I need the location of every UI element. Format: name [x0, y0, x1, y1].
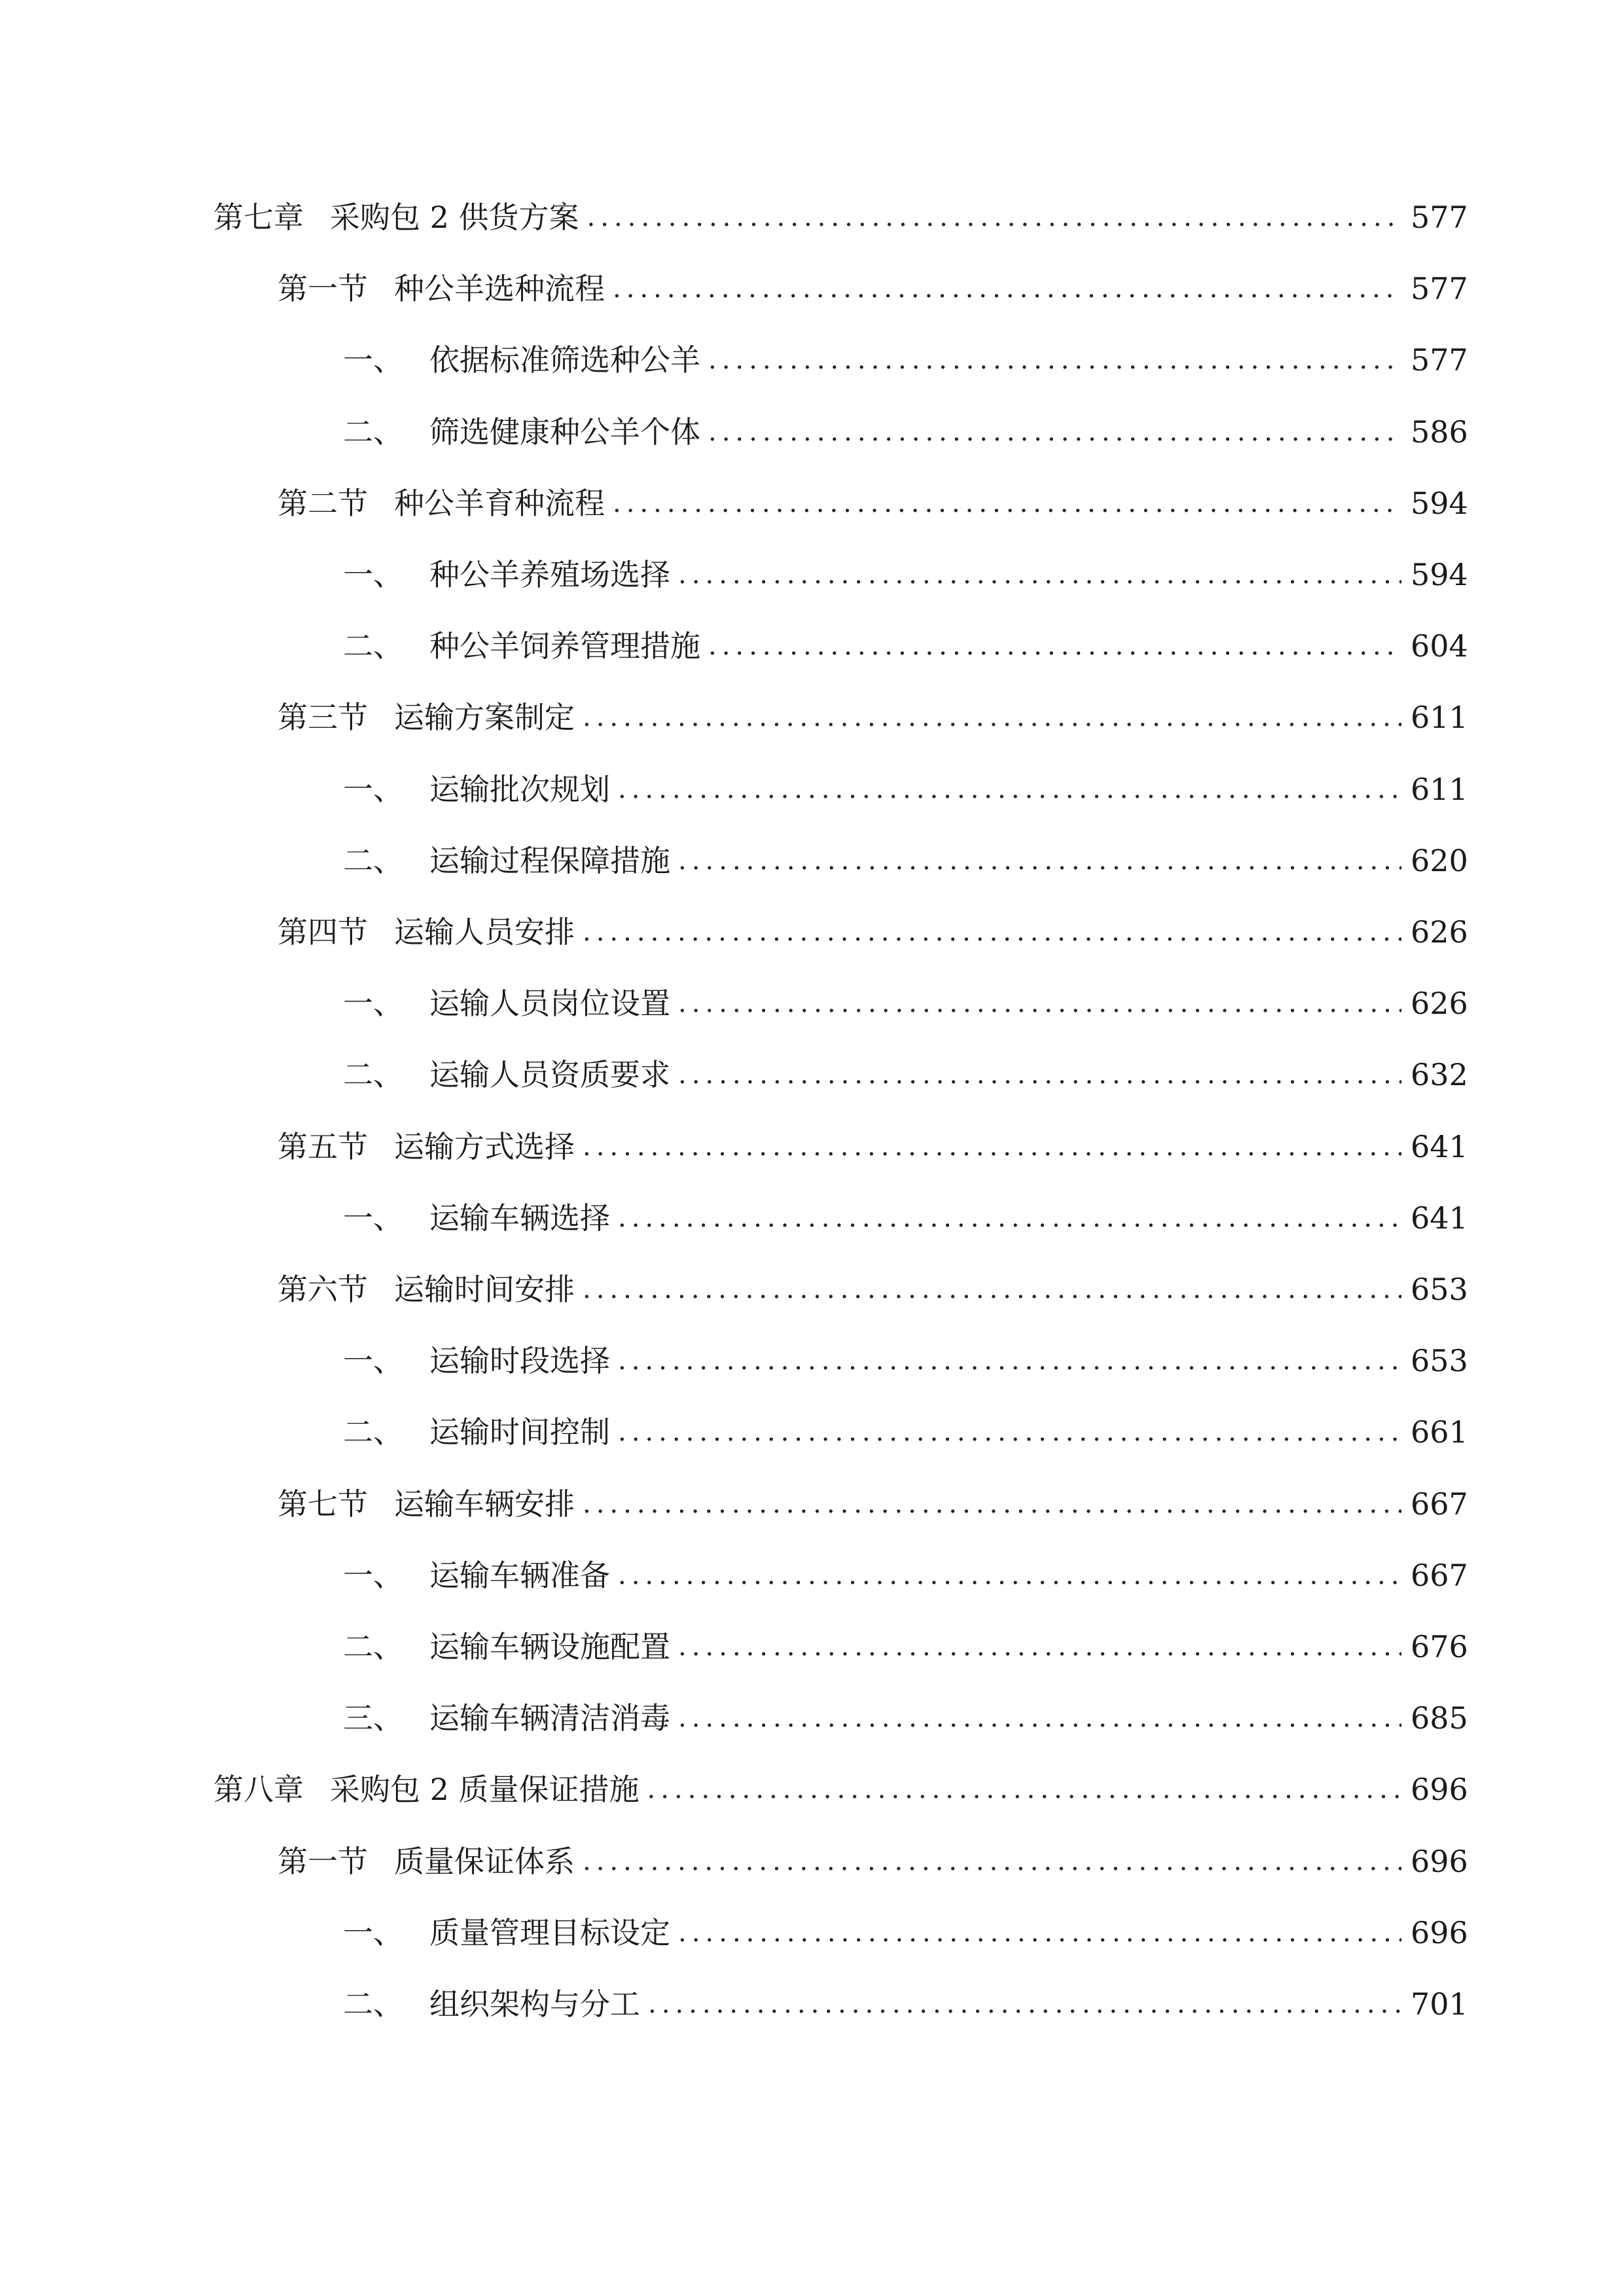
toc-entry-page-number: 653 [1411, 1343, 1468, 1378]
toc-entry-number: 三、 [343, 1700, 403, 1736]
toc-entry[interactable] [343, 1192, 1468, 1244]
dot-leader [647, 1763, 1401, 1816]
dot-leader [583, 906, 1401, 958]
toc-entry-page-number: 577 [1411, 271, 1468, 306]
toc-entry-title: 运输车辆选择 [429, 1200, 610, 1236]
dot-leader [583, 1121, 1401, 1173]
toc-entry-title: 运输方式选择 [394, 1129, 575, 1164]
toc-entry[interactable] [343, 406, 1468, 458]
dot-leader [613, 262, 1401, 315]
dot-leader [648, 1978, 1401, 2030]
dot-leader [678, 977, 1401, 1030]
dot-leader [618, 1549, 1401, 1602]
dot-leader [678, 1049, 1401, 1101]
toc-entry-number: 第八章 [213, 1772, 304, 1807]
toc-entry-page-number: 594 [1411, 557, 1468, 592]
dot-leader [708, 620, 1401, 672]
toc-entry[interactable] [343, 1335, 1468, 1387]
toc-entry[interactable] [343, 834, 1468, 887]
toc-entry-number: 二、 [343, 414, 403, 450]
toc-entry[interactable] [343, 977, 1468, 1030]
dot-leader [618, 1192, 1401, 1244]
toc-entry[interactable] [343, 620, 1468, 672]
toc-entry-number: 第七节 [278, 1486, 368, 1522]
dot-leader [678, 1907, 1401, 1959]
toc-entry-page-number: 701 [1411, 1986, 1468, 2022]
toc-entry[interactable] [343, 548, 1468, 601]
dot-leader [678, 548, 1401, 601]
toc-entry-number: 一、 [343, 1915, 403, 1950]
toc-entry-page-number: 676 [1411, 1629, 1468, 1664]
toc-entry-page-number: 611 [1411, 772, 1468, 807]
toc-entry-title: 运输车辆设施配置 [429, 1629, 670, 1664]
toc-entry-number: 第七章 [213, 200, 304, 235]
toc-entry-page-number: 696 [1411, 1844, 1468, 1879]
toc-entry-number: 一、 [343, 557, 403, 592]
toc-entry-page-number: 620 [1411, 843, 1468, 878]
toc-entry[interactable] [278, 1478, 1468, 1530]
dot-leader [618, 763, 1401, 816]
toc-entry[interactable] [278, 262, 1468, 315]
toc-entry[interactable] [278, 1121, 1468, 1173]
toc-entry[interactable] [343, 763, 1468, 816]
toc-entry-title: 运输人员安排 [394, 914, 575, 950]
toc-entry-page-number: 626 [1411, 986, 1468, 1021]
toc-entry-page-number: 641 [1411, 1129, 1468, 1164]
toc-entry-number: 一、 [343, 772, 403, 807]
toc-entry[interactable] [278, 906, 1468, 958]
dot-leader [583, 691, 1401, 744]
toc-entry-title: 运输人员资质要求 [429, 1057, 670, 1092]
toc-entry-title: 运输车辆安排 [394, 1486, 575, 1522]
toc-entry-page-number: 632 [1411, 1057, 1468, 1092]
toc-entry-number: 一、 [343, 986, 403, 1021]
toc-entry-page-number: 604 [1411, 628, 1468, 664]
toc-entry-title: 种公羊养殖场选择 [429, 557, 670, 592]
toc-entry-title: 运输时段选择 [429, 1343, 610, 1378]
dot-leader [583, 1478, 1401, 1530]
toc-entry-title: 质量管理目标设定 [429, 1915, 670, 1950]
toc-entry[interactable] [343, 1978, 1468, 2030]
toc-entry-number: 一、 [343, 1200, 403, 1236]
toc-entry-page-number: 667 [1411, 1486, 1468, 1522]
toc-entry-page-number: 685 [1411, 1700, 1468, 1736]
toc-entry-number: 第五节 [278, 1129, 368, 1164]
toc-entry-number: 一、 [343, 1558, 403, 1593]
toc-entry-title: 运输车辆清洁消毒 [429, 1700, 670, 1736]
dot-leader [708, 334, 1401, 386]
toc-entry[interactable] [343, 1692, 1468, 1744]
toc-entry-number: 第三节 [278, 700, 368, 735]
toc-entry-title: 运输时间控制 [429, 1414, 610, 1450]
toc-entry[interactable] [213, 1763, 1468, 1816]
dot-leader [613, 477, 1401, 529]
toc-entry-page-number: 611 [1411, 700, 1468, 735]
toc-entry-title: 种公羊育种流程 [394, 486, 605, 521]
toc-entry[interactable] [278, 477, 1468, 529]
toc-entry-page-number: 577 [1411, 200, 1468, 235]
toc-entry-page-number: 661 [1411, 1414, 1468, 1450]
toc-entry[interactable] [343, 1049, 1468, 1101]
toc-entry-page-number: 577 [1411, 342, 1468, 378]
toc-entry-number: 二、 [343, 1986, 403, 2022]
toc-entry-title: 筛选健康种公羊个体 [429, 414, 700, 450]
toc-entry-page-number: 696 [1411, 1772, 1468, 1807]
toc-entry-page-number: 641 [1411, 1200, 1468, 1236]
dot-leader [678, 1692, 1401, 1744]
toc-entry[interactable] [343, 1907, 1468, 1959]
toc-entry-number: 二、 [343, 1414, 403, 1450]
toc-entry-title: 运输车辆准备 [429, 1558, 610, 1593]
toc-entry-page-number: 626 [1411, 914, 1468, 950]
toc-entry-number: 一、 [343, 342, 403, 378]
toc-entry-number: 一、 [343, 1343, 403, 1378]
toc-entry-page-number: 594 [1411, 486, 1468, 521]
toc-entry-title: 运输人员岗位设置 [429, 986, 670, 1021]
toc-entry-number: 二、 [343, 843, 403, 878]
toc-entry-page-number: 653 [1411, 1272, 1468, 1307]
toc-entry-title: 运输批次规划 [429, 772, 610, 807]
toc-entry-page-number: 667 [1411, 1558, 1468, 1593]
toc-entry[interactable] [343, 1406, 1468, 1458]
toc-entry-title: 采购包 2 质量保证措施 [330, 1772, 640, 1807]
toc-entry-title: 运输时间安排 [394, 1272, 575, 1307]
toc-entry[interactable] [278, 691, 1468, 744]
toc-entry-page-number: 586 [1411, 414, 1468, 450]
toc-entry-title: 种公羊选种流程 [394, 271, 605, 306]
dot-leader [583, 1835, 1401, 1888]
toc-entry[interactable] [343, 334, 1468, 386]
dot-leader [618, 1406, 1401, 1458]
toc-entry-title: 采购包 2 供货方案 [330, 200, 579, 235]
toc-entry-title: 种公羊饲养管理措施 [429, 628, 700, 664]
toc-entry-title: 组织架构与分工 [429, 1986, 640, 2022]
toc-entry-number: 第六节 [278, 1272, 368, 1307]
toc-entry-number: 第四节 [278, 914, 368, 950]
toc-entry-title: 依据标准筛选种公羊 [429, 342, 700, 378]
dot-leader [587, 191, 1401, 243]
dot-leader [618, 1335, 1401, 1387]
toc-entry-number: 第一节 [278, 271, 368, 306]
toc-entry[interactable] [213, 191, 1468, 243]
toc-entry-number: 第一节 [278, 1844, 368, 1879]
toc-entry[interactable] [343, 1621, 1468, 1673]
toc-entry[interactable] [278, 1263, 1468, 1316]
toc-entry[interactable] [278, 1835, 1468, 1888]
dot-leader [678, 834, 1401, 887]
toc-entry-number: 二、 [343, 1629, 403, 1664]
toc-entry-page-number: 696 [1411, 1915, 1468, 1950]
toc-entry-title: 质量保证体系 [394, 1844, 575, 1879]
toc-entry[interactable] [343, 1549, 1468, 1602]
dot-leader [583, 1263, 1401, 1316]
toc-entry-title: 运输过程保障措施 [429, 843, 670, 878]
toc-entry-number: 二、 [343, 1057, 403, 1092]
dot-leader [708, 406, 1401, 458]
toc-entry-number: 第二节 [278, 486, 368, 521]
dot-leader [678, 1621, 1401, 1673]
toc-entry-title: 运输方案制定 [394, 700, 575, 735]
toc-entry-number: 二、 [343, 628, 403, 664]
